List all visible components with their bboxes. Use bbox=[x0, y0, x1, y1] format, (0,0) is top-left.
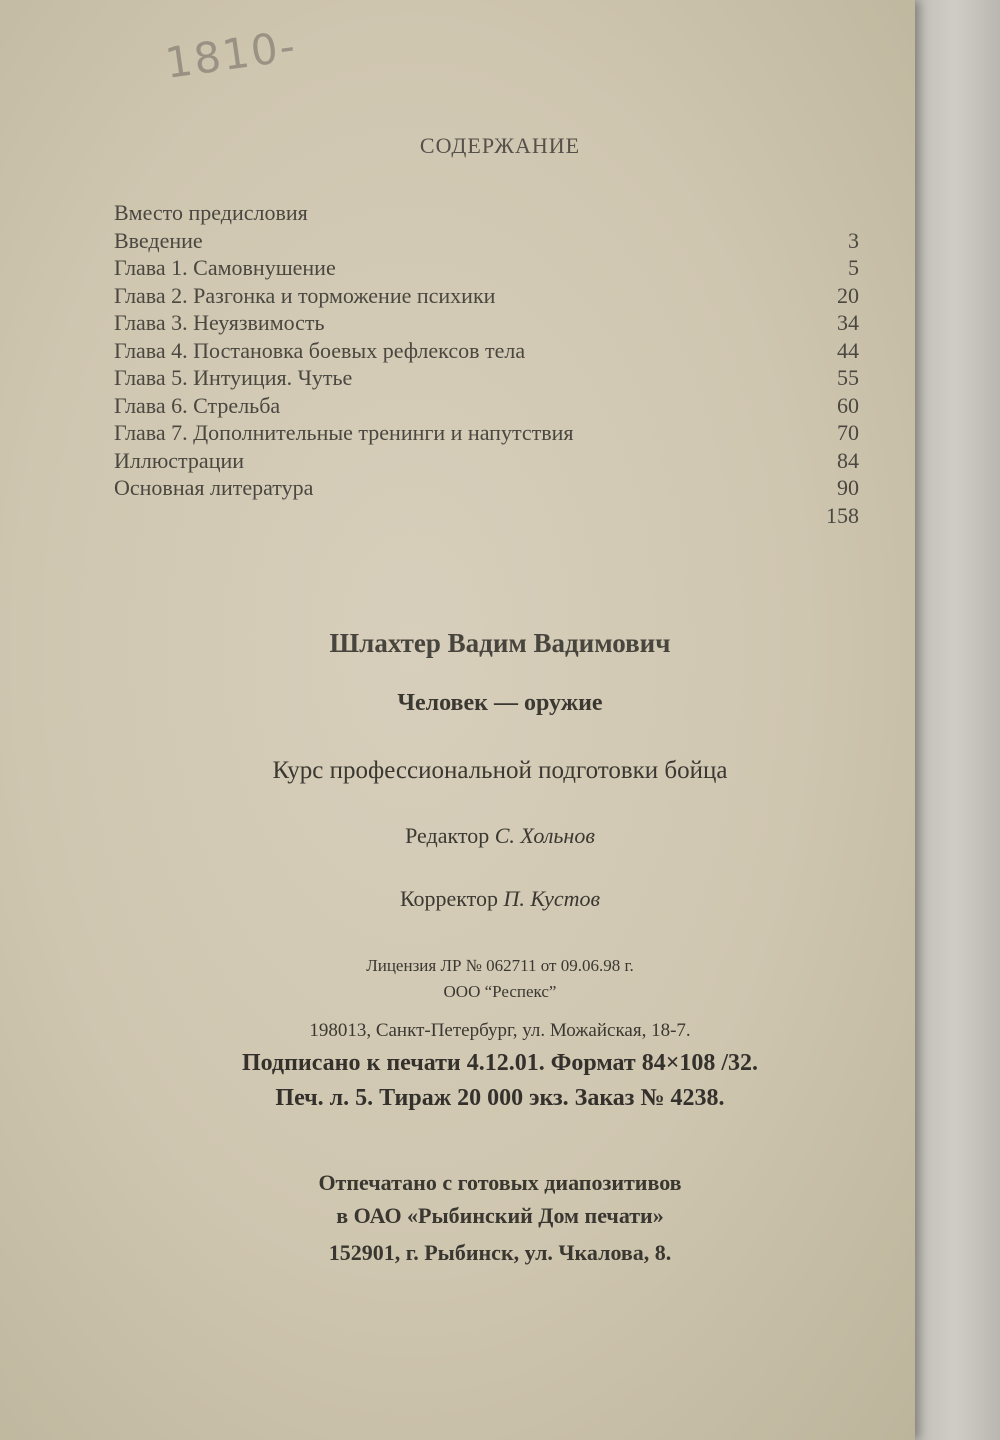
toc-row bbox=[114, 448, 859, 476]
toc-row bbox=[114, 393, 859, 421]
toc-item-label: Глава 5. Интуиция. Чутье bbox=[114, 365, 353, 390]
toc-row bbox=[114, 228, 859, 256]
toc-row bbox=[114, 475, 859, 503]
toc-item-page: 20 bbox=[837, 282, 859, 308]
proofreader-line bbox=[0, 886, 1000, 912]
toc-item-label: Глава 6. Стрельба bbox=[114, 392, 281, 418]
toc-item-page: 5 bbox=[848, 255, 859, 280]
toc-item-label: Глава 3. Неуязвимость bbox=[114, 310, 325, 335]
book-subtitle: Курс профессиональной подготовки бойца bbox=[272, 757, 728, 784]
author-name: Шлахтер Вадим Вадимович bbox=[329, 628, 671, 658]
toc-item-label: Вместо предисловия bbox=[114, 200, 308, 225]
toc-item-page: 34 bbox=[837, 310, 859, 335]
proofreader-role: Корректор bbox=[399, 886, 499, 911]
toc-item-label: Глава 2. Разгонка и торможение психики bbox=[114, 282, 496, 308]
toc-item-page: 60 bbox=[837, 392, 859, 418]
printer-name: в ОАО «Рыбинский Дом печати» bbox=[336, 1203, 664, 1228]
toc-row bbox=[114, 283, 859, 311]
editor-line bbox=[0, 823, 1000, 849]
toc-row bbox=[114, 338, 859, 366]
pencil-note: 1810- bbox=[162, 21, 300, 88]
toc-item-page: 55 bbox=[837, 365, 859, 390]
toc-item-label: Глава 1. Самовнушение bbox=[114, 255, 336, 280]
toc-item-label: Иллюстрации bbox=[114, 447, 245, 473]
toc-row bbox=[114, 503, 859, 531]
printed-from-line: Отпечатано с готовых диапозитивов bbox=[318, 1170, 682, 1195]
printer-address: 152901, г. Рыбинск, ул. Чкалова, 8. bbox=[328, 1240, 672, 1265]
publisher-name: ООО “Респекс” bbox=[443, 982, 557, 1001]
toc-item-page: 158 bbox=[826, 502, 859, 528]
toc-item-label: Введение bbox=[114, 227, 203, 253]
toc-item-label: Глава 7. Дополнительные тренинги и напутствия bbox=[114, 420, 574, 445]
toc-item-label: Основная литература bbox=[114, 475, 314, 500]
proofreader-name: П. Кустов bbox=[503, 886, 601, 911]
toc-item-label: Глава 4. Постановка боевых рефлексов тела bbox=[114, 337, 526, 363]
toc-item-page: 44 bbox=[837, 337, 859, 363]
table-of-contents bbox=[114, 200, 859, 530]
print-signed-line: Подписано к печати 4.12.01. Формат 84×108 /32. bbox=[241, 1050, 759, 1076]
editor-name: С. Хольнов bbox=[494, 823, 595, 848]
license-line: Лицензия ЛР № 062711 от 09.06.98 г. bbox=[366, 956, 634, 975]
toc-row bbox=[114, 310, 859, 338]
toc-row bbox=[114, 200, 859, 228]
toc-row bbox=[114, 255, 859, 283]
book-title: Человек — оружие bbox=[397, 690, 603, 716]
publisher-address: 198013, Санкт-Петербург, ул. Можайская, 18-7. bbox=[309, 1020, 691, 1041]
toc-item-page: 84 bbox=[837, 447, 859, 473]
toc-item-page: 3 bbox=[848, 227, 859, 253]
toc-item-page: 70 bbox=[837, 420, 859, 445]
toc-item-page: 90 bbox=[837, 475, 859, 500]
editor-role: Редактор bbox=[405, 823, 490, 848]
print-details-line: Печ. л. 5. Тираж 20 000 экз. Заказ № 4238. bbox=[275, 1085, 725, 1111]
toc-title: СОДЕРЖАНИЕ bbox=[419, 133, 581, 158]
toc-row bbox=[114, 365, 859, 393]
toc-row bbox=[114, 420, 859, 448]
